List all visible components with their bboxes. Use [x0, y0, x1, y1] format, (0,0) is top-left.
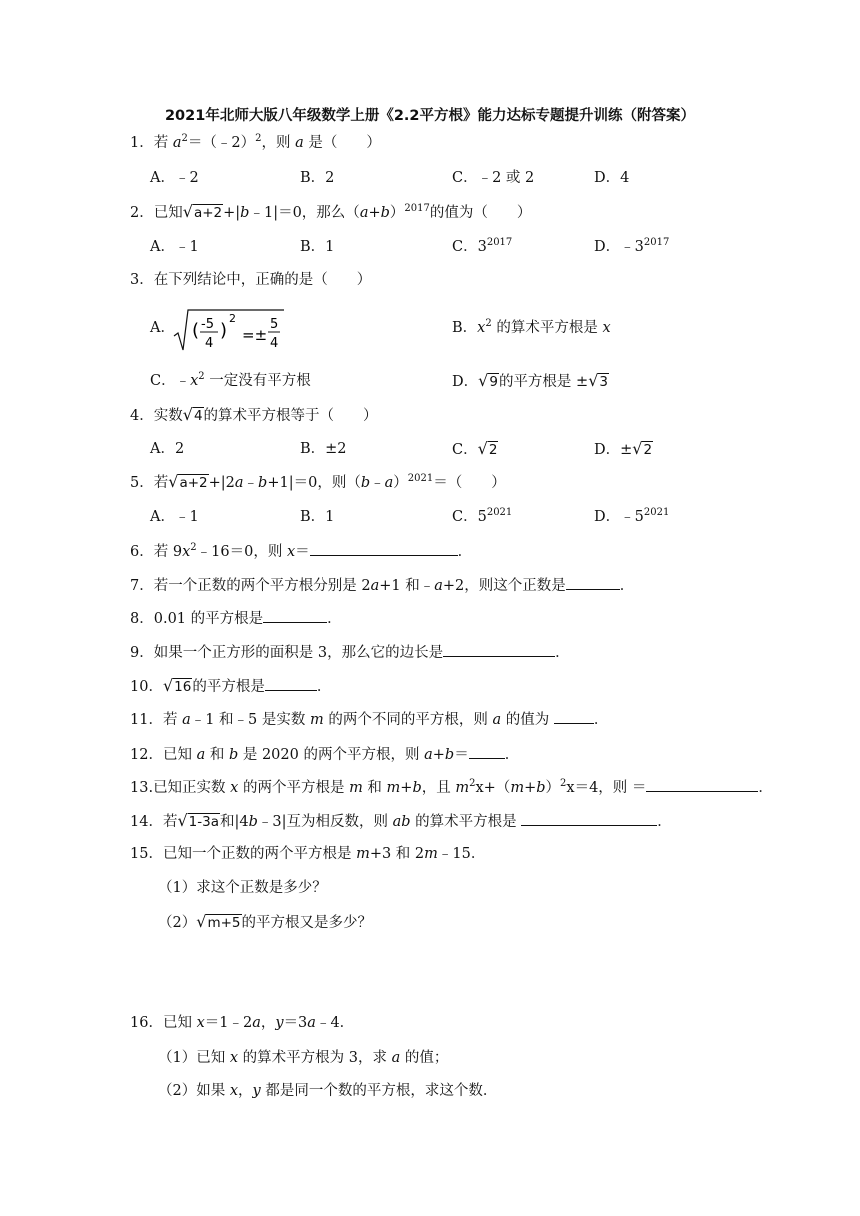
svg-text:=±: =± [242, 326, 268, 344]
q1-option-a: A．﹣2 [150, 170, 199, 186]
question-8: 8．0.01 的平方根是 ． [130, 608, 342, 629]
q2-option-b: B．1 [300, 239, 335, 255]
answer-blank[interactable] [521, 811, 657, 826]
question-11: 11．若 a﹣1 和﹣5 是实数 m 的两个不同的平方根，则 a 的值为 ． [130, 709, 608, 730]
q4-option-a: A．2 [150, 441, 185, 457]
q5-option-c: C．$5^{2021}$ [452, 507, 513, 525]
answer-blank[interactable] [469, 744, 505, 759]
question-1: 1．若 $a^2=(﹣2)^2$，则 a 是（ ） [130, 133, 381, 151]
q1-option-b: B．2 [300, 170, 335, 186]
answer-blank[interactable] [646, 777, 758, 792]
q3-option-c: C．$﹣x^2$ 一定没有平方根 [150, 371, 311, 389]
q3-option-a-formula [172, 306, 288, 354]
q5-option-b: B．1 [300, 509, 335, 525]
q5-option-d: D．$﹣5^{2021}$ [594, 507, 670, 525]
q2-option-d: D．$﹣3^{2017}$ [594, 237, 670, 255]
answer-blank[interactable] [554, 709, 594, 724]
answer-blank[interactable] [443, 642, 555, 657]
svg-text:4: 4 [270, 336, 279, 351]
question-4: 4．实数√4的算术平方根等于（ ） [130, 405, 378, 424]
svg-text:-5: -5 [201, 317, 214, 332]
question-16: 16．已知 x＝1﹣2a，y＝3a﹣4． [130, 1015, 355, 1031]
q5-option-a: A．﹣1 [150, 509, 199, 525]
q15-part-2: （2）√m+5的平方根又是多少？ [158, 912, 372, 931]
answer-blank[interactable] [263, 608, 327, 623]
q4-option-b: B．±2 [300, 441, 347, 457]
answer-blank[interactable] [566, 575, 620, 590]
q1-option-d: D．4 [594, 170, 630, 186]
svg-text:5: 5 [270, 317, 279, 332]
question-10: 10．√16的平方根是 ． [130, 676, 332, 695]
q2-option-c: C．$3^{2017}$ [452, 237, 513, 255]
q2-option-a: A．﹣1 [150, 239, 199, 255]
q16-part-2: （2）如果 x，y 都是同一个数的平方根，求这个数． [158, 1083, 498, 1099]
q3-option-d: D．√9的平方根是 ±√3 [452, 371, 608, 390]
q3-option-b: B．$x^2$ 的算术平方根是 x [452, 318, 611, 336]
question-9: 9．如果一个正方形的面积是 3，那么它的边长是 ． [130, 642, 570, 663]
question-7: 7．若一个正数的两个平方根分别是 2a+1 和﹣a+2，则这个正数是 ． [130, 575, 634, 596]
question-15: 15．已知一个正数的两个平方根是 m+3 和 2m﹣15． [130, 846, 486, 862]
q4-option-c: C．√2 [452, 439, 498, 458]
question-6: 6．若 $9x^2﹣16=0$，则 x＝ ． [130, 542, 473, 560]
answer-blank[interactable] [265, 676, 317, 691]
answer-blank[interactable] [310, 541, 458, 556]
q3-option-a: A． [150, 320, 175, 336]
question-14: 14．若√1-3a和|4b﹣3|互为相反数，则 ab 的算术平方根是 ． [130, 811, 672, 830]
svg-text:(: ( [192, 320, 200, 341]
question-2: 2．已知√a+2+|b﹣1|＝0，那么$(a+b)^{2017}$的值为（ ） [130, 202, 532, 221]
svg-text:): ) [220, 320, 228, 341]
page-title: 2021年北师大版八年级数学上册《2.2平方根》能力达标专题提升训练（附答案） [164, 108, 696, 124]
q1-option-c: C．﹣2 或 2 [452, 170, 535, 186]
q15-part-1: （1）求这个正数是多少？ [158, 880, 327, 896]
svg-text:2: 2 [229, 312, 236, 325]
svg-text:4: 4 [205, 336, 214, 351]
question-13: 13.已知正实数 x 的两个平方根是 m 和 m+b，且 $m^2x+(m+b)^2x=4$，则 ＝ ． [130, 778, 773, 796]
question-12: 12．已知 a 和 b 是 2020 的两个平方根，则 a+b＝ ． [130, 744, 519, 765]
question-5: 5．若√a+2+|2a﹣b+1|＝0，则（b﹣a）$^{2021}$＝（ ） [130, 472, 506, 491]
question-3: 3．在下列结论中，正确的是（ ） [130, 272, 372, 288]
q16-part-1: （1）已知 x 的算术平方根为 3，求 a 的值； [158, 1050, 449, 1066]
sqrt-symbol: √a+2 [182, 202, 223, 221]
q4-option-d: D．±√2 [594, 439, 653, 458]
